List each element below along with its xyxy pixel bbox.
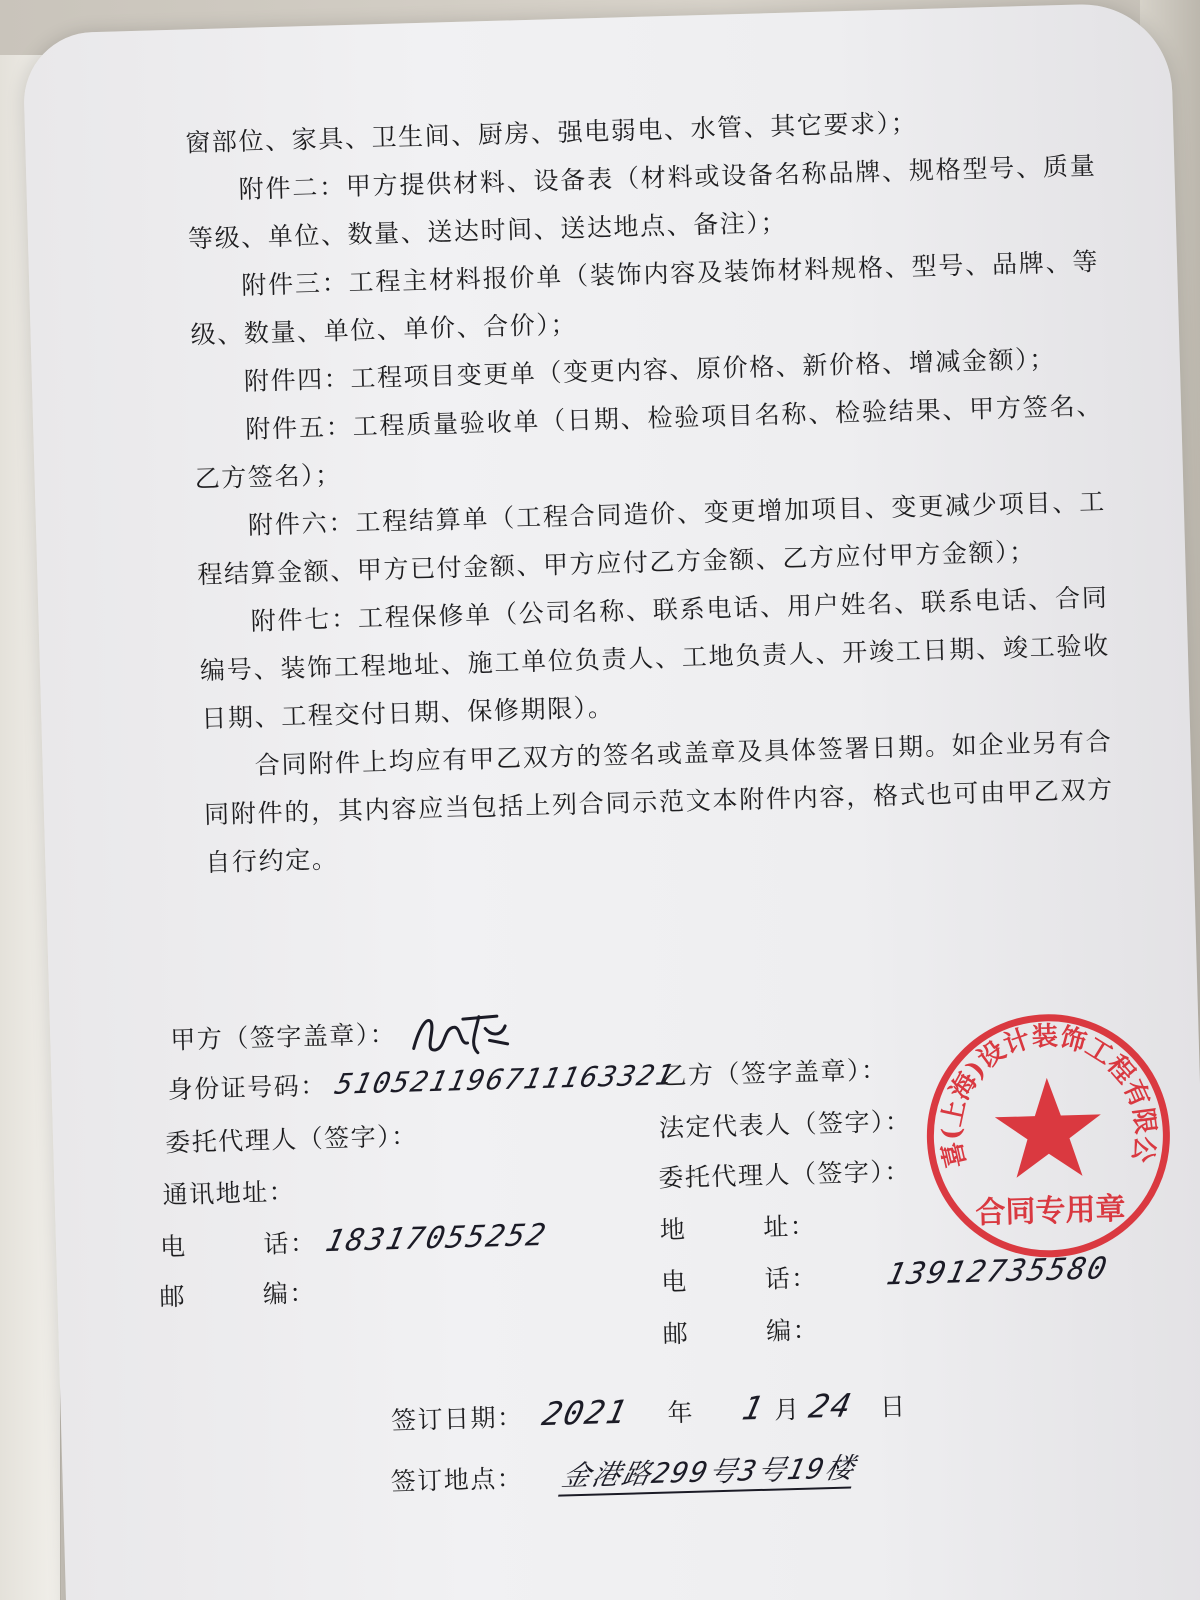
seal-company-name: 秋喜(上海)设计装饰工程有限公司 xyxy=(937,1021,1161,1171)
party-b-address-label-2: 址： xyxy=(762,1211,817,1242)
party-b-legal-rep-label: 法定代表人（签字）： xyxy=(658,1106,912,1143)
attachment-2: 附件二：甲方提供材料、设备表（材料或设备名称品牌、规格型号、质量等级、单位、数量、送达时间、送达地点、备注）； xyxy=(187,151,1097,254)
party-b-agent-label: 委托代理人（签字）： xyxy=(658,1156,912,1193)
party-b-sign-label: 乙方（签字盖章）： xyxy=(661,1055,888,1091)
party-a-phone-value: 18317055252 xyxy=(322,1217,551,1260)
party-b-address-label-1: 地 xyxy=(659,1214,687,1245)
signing-place-value: 金港路299号3号19楼 xyxy=(558,1446,860,1496)
signing-day-value: 24 xyxy=(805,1386,857,1426)
party-a-block xyxy=(159,1001,699,1335)
signing-date-row xyxy=(390,1385,907,1437)
signing-year-value: 2021 xyxy=(538,1392,633,1434)
attachment-5: 附件五：工程质量验收单（日期、检验项目名称、检验结果、甲方签名、乙方签名）； xyxy=(194,390,1104,494)
party-b-phone-label-1: 电 xyxy=(660,1266,689,1297)
seal-subtext: 合同专用章 xyxy=(975,1191,1126,1231)
signing-date-label: 签订日期： xyxy=(390,1402,524,1436)
party-a-agent-row xyxy=(165,1116,418,1159)
signing-place-label: 签订地点： xyxy=(390,1463,524,1497)
attachment-7: 附件七：工程保修单（公司名称、联系电话、用户姓名、联系电话、合同编号、装饰工程地址、施工单位负责人、工地负责人、开竣工日期、竣工验收日期、工程交付日期、保修期限）。 xyxy=(199,582,1111,734)
party-a-sign-label: 甲方（签字盖章）： xyxy=(169,1019,397,1055)
party-b-zip-label-2: 编： xyxy=(765,1315,820,1346)
party-a-phone-label-2: 话： xyxy=(263,1228,317,1259)
party-a-zip-label-1: 邮 xyxy=(159,1281,187,1312)
attachment-6: 附件六：工程结算单（工程合同造价、变更增加项目、变更减少项目、工程结算金额、甲方已付金额、甲方应付乙方金额、乙方应付甲方金额）； xyxy=(196,486,1107,590)
signing-place-row xyxy=(390,1446,860,1501)
signing-month-value: 1 xyxy=(739,1388,769,1428)
party-a-id-value: 510521196711163321 xyxy=(332,1058,680,1101)
party-b-agent-row xyxy=(658,1152,911,1195)
attachments-section xyxy=(185,94,1116,887)
contract-page xyxy=(22,2,1200,1600)
party-a-phone-label-1: 电 xyxy=(159,1231,188,1262)
party-a-agent-label: 委托代理人（签字）： xyxy=(164,1121,419,1158)
attachment-note: 合同附件上均应有甲乙双方的签名或盖章及具体签署日期。如企业另有合同附件的，其内容应当包括上列合同示范文本附件内容，格式也可由甲乙双方自行约定。 xyxy=(203,726,1115,878)
party-a-address-row xyxy=(162,1172,295,1212)
party-b-sign-row xyxy=(661,1050,888,1092)
party-b-legal-rep-row xyxy=(658,1102,911,1145)
party-a-id-label: 身份证号码： xyxy=(167,1070,328,1105)
party-b-zip-row xyxy=(662,1310,819,1350)
party-a-handwritten-signature xyxy=(405,1006,516,1063)
company-seal xyxy=(915,1002,1182,1269)
party-a-address-label: 通讯地址： xyxy=(162,1176,296,1210)
attachment-line-continuation: 窗部位、家具、卫生间、厨房、强电弱电、水管、其它要求）； xyxy=(184,108,918,158)
seal-star-icon xyxy=(994,1076,1103,1178)
party-b-phone-label-2: 话： xyxy=(764,1263,819,1294)
party-b-zip-label-1: 邮 xyxy=(662,1318,690,1349)
party-a-zip-label-2: 编： xyxy=(262,1278,317,1309)
attachment-3: 附件三：工程主材料报价单（装饰内容及装饰材料规格、型号、品牌、等级、数量、单位、单价、合价）； xyxy=(190,247,1100,350)
attachment-4: 附件四：工程项目变更单（变更内容、原价格、新价格、增减金额）； xyxy=(243,344,1057,396)
party-a-phone-row xyxy=(159,1217,551,1264)
signing-month-label: 月 xyxy=(773,1394,802,1425)
party-b-address-row xyxy=(659,1206,816,1246)
signing-day-label: 日 xyxy=(879,1391,907,1422)
party-b-phone-value: 13912735580 xyxy=(883,1251,1112,1293)
signing-block xyxy=(390,1381,1034,1539)
signing-year-label: 年 xyxy=(667,1397,695,1428)
party-a-zip-row xyxy=(159,1273,316,1313)
party-a-sign-row xyxy=(170,1006,517,1070)
